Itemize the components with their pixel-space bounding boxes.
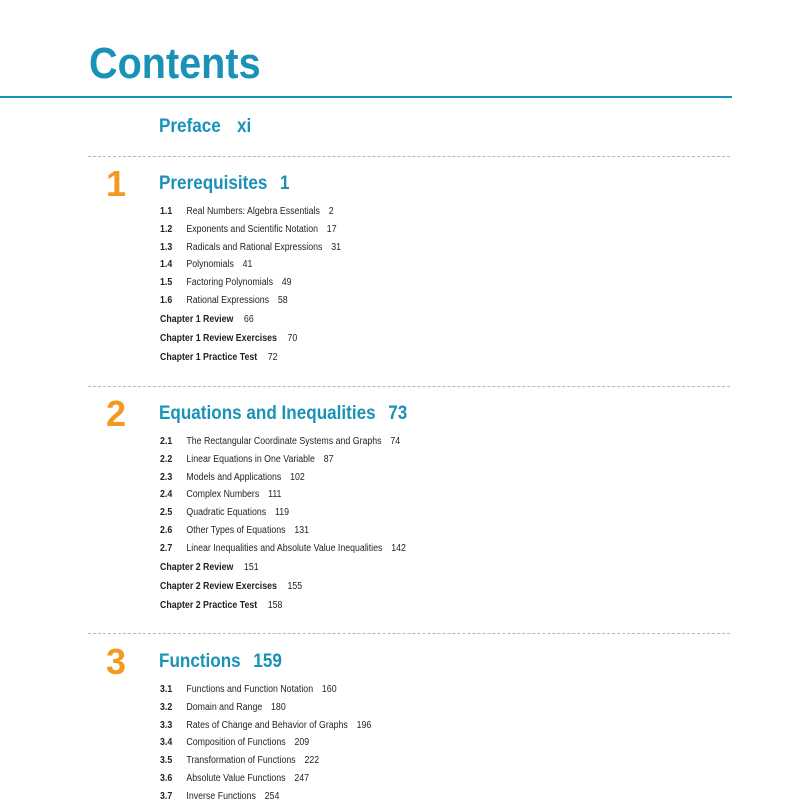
divider bbox=[88, 633, 730, 634]
section-entry[interactable] bbox=[160, 734, 371, 752]
chapter-title-entry[interactable] bbox=[159, 651, 282, 673]
review-entry[interactable] bbox=[160, 348, 341, 367]
section-title: Rates of Change and Behavior of Graphs bbox=[186, 719, 348, 731]
section-page: 119 bbox=[274, 507, 289, 519]
review-page: 70 bbox=[287, 332, 298, 344]
chapter-title-entry[interactable] bbox=[159, 173, 289, 195]
review-title: Chapter 2 Review Exercises bbox=[160, 580, 277, 592]
section-title: Composition of Functions bbox=[186, 737, 286, 749]
section-page: 111 bbox=[268, 489, 282, 501]
review-title: Chapter 2 Practice Test bbox=[160, 599, 258, 611]
section-list bbox=[160, 681, 400, 806]
section-number: 2.2 bbox=[160, 453, 173, 465]
section-entry[interactable] bbox=[160, 522, 406, 540]
section-entry[interactable] bbox=[160, 486, 406, 504]
section-title: Exponents and Scientific Notation bbox=[186, 223, 319, 235]
section-title: Factoring Polynomials bbox=[186, 277, 273, 289]
section-entry[interactable] bbox=[160, 239, 341, 257]
section-entry[interactable] bbox=[160, 451, 406, 469]
section-title: Transformation of Functions bbox=[186, 755, 296, 767]
section-entry[interactable] bbox=[160, 504, 406, 522]
section-number: 1.6 bbox=[160, 294, 173, 306]
section-list bbox=[160, 433, 439, 615]
section-title: Domain and Range bbox=[186, 701, 263, 713]
section-title: Functions and Function Notation bbox=[186, 684, 314, 695]
section-number: 3.6 bbox=[160, 772, 173, 784]
section-number: 2.4 bbox=[160, 489, 173, 501]
section-page: 41 bbox=[242, 259, 253, 271]
section-page: 102 bbox=[290, 471, 305, 483]
chapter-title-entry[interactable] bbox=[159, 403, 407, 425]
chapter-number: 3 bbox=[106, 641, 127, 682]
section-title: Real Numbers: Algebra Essentials bbox=[186, 206, 320, 217]
section-page: 49 bbox=[281, 277, 292, 289]
section-entry[interactable] bbox=[160, 274, 341, 292]
review-page: 72 bbox=[267, 351, 278, 363]
section-number: 2.5 bbox=[160, 507, 173, 519]
section-entry[interactable] bbox=[160, 681, 371, 699]
review-title: Chapter 1 Review Exercises bbox=[160, 332, 277, 344]
section-title: Linear Inequalities and Absolute Value Inequalities bbox=[186, 542, 383, 554]
review-title: Chapter 1 Review bbox=[160, 313, 234, 325]
section-title: Absolute Value Functions bbox=[186, 772, 286, 784]
section-title: Other Types of Equations bbox=[186, 524, 286, 536]
section-page: 31 bbox=[331, 241, 341, 253]
review-entry[interactable] bbox=[160, 596, 406, 615]
preface-label: Preface bbox=[159, 116, 221, 137]
section-page: 196 bbox=[356, 719, 372, 731]
review-page: 155 bbox=[287, 580, 303, 592]
section-entry[interactable] bbox=[160, 221, 341, 239]
section-title: The Rectangular Coordinate Systems and Graphs bbox=[186, 436, 382, 447]
section-entry[interactable] bbox=[160, 433, 406, 451]
section-number: 3.7 bbox=[160, 790, 173, 802]
section-entry[interactable] bbox=[160, 469, 406, 487]
section-number: 3.1 bbox=[160, 684, 173, 695]
section-number: 1.5 bbox=[160, 277, 173, 289]
review-title: Chapter 1 Practice Test bbox=[160, 351, 258, 363]
section-page: 247 bbox=[294, 772, 310, 784]
section-page: 58 bbox=[277, 294, 288, 306]
review-entry[interactable] bbox=[160, 558, 406, 577]
section-entry[interactable] bbox=[160, 717, 371, 735]
section-page: 209 bbox=[294, 737, 310, 749]
section-entry[interactable] bbox=[160, 256, 341, 274]
section-page: 160 bbox=[321, 684, 337, 695]
section-page: 2 bbox=[328, 206, 334, 217]
section-number: 1.4 bbox=[160, 259, 173, 271]
section-title: Rational Expressions bbox=[186, 294, 270, 306]
section-title: Linear Equations in One Variable bbox=[186, 453, 315, 465]
section-entry[interactable] bbox=[160, 788, 371, 806]
chapter-page: 1 bbox=[279, 173, 290, 194]
section-number: 2.7 bbox=[160, 542, 173, 554]
chapter-page: 73 bbox=[388, 403, 408, 424]
section-number: 1.3 bbox=[160, 241, 173, 253]
divider bbox=[88, 386, 730, 387]
review-page: 66 bbox=[243, 313, 254, 325]
page-title: Contents bbox=[89, 39, 261, 88]
section-page: 131 bbox=[294, 524, 310, 536]
divider bbox=[88, 156, 730, 157]
review-entry[interactable] bbox=[160, 329, 341, 348]
section-title: Inverse Functions bbox=[186, 790, 256, 802]
chapter-title: Equations and Inequalities bbox=[159, 403, 376, 424]
review-entry[interactable] bbox=[160, 577, 406, 596]
review-page: 151 bbox=[243, 561, 259, 573]
section-title: Radicals and Rational Expressions bbox=[186, 241, 323, 253]
chapter-title: Functions bbox=[159, 651, 241, 672]
section-entry[interactable] bbox=[160, 292, 341, 310]
section-entry[interactable] bbox=[160, 752, 371, 770]
section-number: 3.3 bbox=[160, 719, 173, 731]
section-number: 3.2 bbox=[160, 701, 173, 713]
section-title: Quadratic Equations bbox=[186, 507, 267, 519]
preface-entry[interactable] bbox=[159, 116, 251, 138]
review-entry[interactable] bbox=[160, 310, 341, 329]
section-number: 1.1 bbox=[160, 206, 173, 217]
section-title: Polynomials bbox=[186, 259, 234, 271]
section-number: 1.2 bbox=[160, 223, 173, 235]
section-list bbox=[160, 203, 366, 367]
section-page: 180 bbox=[271, 701, 286, 713]
section-entry[interactable] bbox=[160, 540, 406, 558]
review-page: 158 bbox=[267, 599, 283, 611]
review-title: Chapter 2 Review bbox=[160, 561, 234, 573]
chapter-number: 2 bbox=[106, 393, 127, 434]
section-entry[interactable] bbox=[160, 699, 371, 717]
section-number: 3.4 bbox=[160, 737, 173, 749]
section-number: 2.3 bbox=[160, 471, 173, 483]
section-title: Complex Numbers bbox=[186, 489, 260, 501]
section-page: 254 bbox=[264, 790, 280, 802]
section-title: Models and Applications bbox=[186, 471, 282, 483]
section-number: 2.6 bbox=[160, 524, 173, 536]
section-number: 2.1 bbox=[160, 436, 173, 447]
section-page: 17 bbox=[326, 223, 337, 235]
section-entry[interactable] bbox=[160, 203, 341, 221]
chapter-number: 1 bbox=[106, 163, 127, 204]
chapter-page: 159 bbox=[253, 651, 282, 672]
title-rule bbox=[0, 96, 732, 98]
section-page: 142 bbox=[391, 542, 406, 554]
section-entry[interactable] bbox=[160, 770, 371, 788]
section-page: 74 bbox=[390, 436, 401, 447]
chapter-title: Prerequisites bbox=[159, 173, 268, 194]
section-number: 3.5 bbox=[160, 755, 173, 767]
section-page: 87 bbox=[323, 453, 334, 465]
section-page: 222 bbox=[304, 755, 320, 767]
preface-page: xi bbox=[237, 116, 252, 137]
